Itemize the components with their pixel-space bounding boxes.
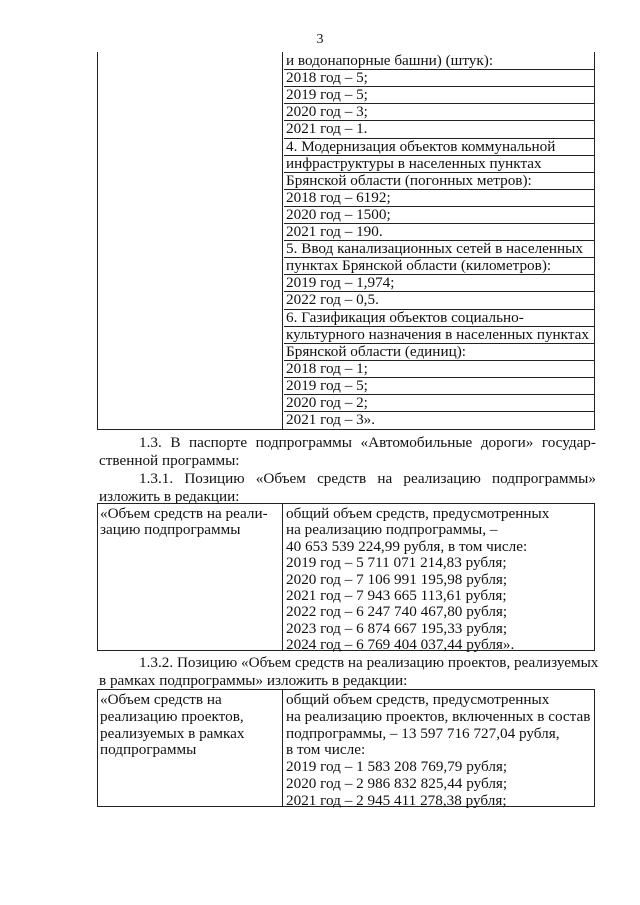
paragraph-1-3-1-line2: изложить в редакции: bbox=[99, 488, 240, 505]
subprogram-value-line: 2021 год – 7 943 665 113,61 рубля; bbox=[286, 587, 507, 604]
project-value-line: общий объем средств, предусмотренных bbox=[286, 691, 550, 708]
indicator-line: 2018 год – 6192; bbox=[286, 188, 391, 206]
column-divider bbox=[282, 504, 283, 650]
indicator-line: 2018 год – 1; bbox=[286, 359, 368, 377]
word: Позицию bbox=[184, 470, 245, 487]
word: 1.3. bbox=[139, 434, 162, 451]
project-funds-label-cell bbox=[98, 690, 282, 806]
project-funds-value-cell bbox=[284, 690, 594, 809]
project-value-line: 2020 год – 2 986 832 825,44 рубля; bbox=[286, 775, 508, 792]
row-rule bbox=[284, 257, 594, 258]
row-rule bbox=[284, 223, 594, 224]
row-rule bbox=[284, 274, 594, 275]
row-rule bbox=[284, 189, 594, 190]
project-label-line: «Объем средств на bbox=[100, 691, 222, 708]
row-rule bbox=[284, 69, 594, 70]
project-value-line: подпрограммы, – 13 597 716 727,04 рубля, bbox=[286, 724, 560, 742]
indicator-line: 6. Газификация объектов социально- bbox=[286, 308, 524, 326]
project-label-line: реализуемых в рамках bbox=[100, 724, 245, 742]
subprogram-label-line: зацию подпрограммы bbox=[100, 521, 241, 539]
word: «Объем bbox=[255, 470, 306, 487]
row-rule bbox=[284, 360, 594, 361]
row-rule bbox=[284, 309, 594, 310]
subprogram-value-line: 2020 год – 7 106 991 195,98 рубля; bbox=[286, 570, 508, 588]
subprogram-funds-label-cell bbox=[98, 504, 282, 650]
word: средств bbox=[317, 470, 367, 487]
indicator-line: 2021 год – 1. bbox=[286, 120, 368, 138]
indicator-line: 2019 год – 5; bbox=[286, 376, 368, 394]
indicator-line: 2020 год – 3; bbox=[286, 103, 368, 121]
paragraph-1-3 bbox=[99, 434, 596, 470]
indicator-line: 2018 год – 5; bbox=[286, 69, 368, 87]
project-label-line: подпрограммы bbox=[100, 741, 197, 759]
subprogram-value-line: 2023 год – 6 874 667 195,33 рубля; bbox=[286, 619, 508, 637]
indicator-line: пунктах Брянской области (километров): bbox=[286, 257, 552, 275]
row-rule bbox=[284, 240, 594, 241]
indicator-line: 2020 год – 1500; bbox=[286, 205, 391, 223]
indicator-line: 2021 год – 3». bbox=[286, 411, 376, 429]
word: на bbox=[377, 470, 393, 487]
indicator-line: культурного назначения в населенных пунктах bbox=[286, 325, 590, 343]
row-rule bbox=[284, 343, 594, 344]
page-number: 3 bbox=[316, 32, 324, 47]
project-value-line: на реализацию проектов, включенных в состав bbox=[286, 707, 591, 725]
indicator-line: и водонапорные башни) (штук): bbox=[286, 52, 494, 69]
project-value-line: 2021 год – 2 945 411 278,38 рубля; bbox=[286, 791, 507, 809]
column-divider bbox=[282, 690, 283, 806]
indicator-line: 2022 год – 0,5. bbox=[286, 291, 379, 309]
indicator-line: Брянской области (погонных метров): bbox=[286, 171, 532, 189]
word: реализацию bbox=[403, 470, 481, 487]
indicator-line: 2019 год – 1,974; bbox=[286, 274, 395, 292]
indicator-line: 2021 год – 190. bbox=[286, 223, 383, 240]
word: подпрограммы bbox=[255, 434, 352, 451]
indicator-line: 2020 год – 2; bbox=[286, 394, 368, 411]
subprogram-label-line: «Объем средств на реали- bbox=[100, 505, 268, 522]
row-rule bbox=[284, 206, 594, 207]
row-rule bbox=[284, 138, 594, 139]
row-rule bbox=[284, 155, 594, 156]
indicator-line: 2019 год – 5; bbox=[286, 86, 368, 104]
word: паспорте bbox=[189, 434, 248, 451]
indicator-line: инфраструктуры в населенных пунктах bbox=[286, 154, 542, 172]
column-divider bbox=[282, 52, 283, 429]
indicator-line: Брянской области (единиц): bbox=[286, 342, 466, 360]
subprogram-value-line: на реализацию подпрограммы, – bbox=[286, 521, 498, 539]
subprogram-funds-value-cell bbox=[284, 504, 594, 654]
word: В bbox=[170, 434, 181, 451]
word: «Автомобильные bbox=[360, 434, 473, 451]
project-funds-table bbox=[97, 689, 595, 807]
paragraph-1-3-line1 bbox=[99, 434, 596, 452]
row-rule bbox=[284, 86, 594, 87]
paragraph-1-3-1-line1 bbox=[99, 470, 596, 488]
word: 1.3.1. bbox=[139, 470, 174, 487]
project-value-line: 2019 год – 1 583 208 769,79 рубля; bbox=[286, 758, 508, 776]
word: государ- bbox=[541, 434, 596, 451]
paragraph-1-3-2-line1: 1.3.2. Позицию «Объем средств на реализацию проектов, реализуемых bbox=[139, 654, 599, 671]
indicators-table bbox=[97, 52, 595, 430]
project-label-line: реализацию проектов, bbox=[100, 707, 244, 725]
paragraph-1-3-line2: ственной программы: bbox=[99, 452, 240, 469]
paragraph-1-3-2-line2: в рамках подпрограммы» изложить в редакции: bbox=[99, 672, 408, 689]
subprogram-value-line: 2024 год – 6 769 404 037,44 рубля». bbox=[286, 636, 515, 654]
word: подпрограммы» bbox=[492, 470, 596, 487]
paragraph-1-3-2 bbox=[99, 654, 599, 690]
row-rule bbox=[284, 291, 594, 292]
indicator-line: 5. Ввод канализационных сетей в населенных bbox=[286, 240, 583, 258]
paragraph-1-3-1 bbox=[99, 470, 596, 506]
row-rule bbox=[284, 120, 594, 121]
subprogram-value-line: 2022 год – 6 247 740 467,80 рубля; bbox=[286, 603, 508, 621]
subprogram-funds-table bbox=[97, 503, 595, 654]
indicators-cell bbox=[284, 52, 594, 429]
word: дороги» bbox=[480, 434, 534, 451]
row-rule bbox=[284, 394, 594, 395]
row-rule bbox=[284, 326, 594, 327]
subprogram-value-line: общий объем средств, предусмотренных bbox=[286, 505, 550, 522]
row-rule bbox=[284, 411, 594, 412]
subprogram-value-line: 40 653 539 224,99 рубля, в том числе: bbox=[286, 537, 528, 555]
row-rule bbox=[284, 377, 594, 378]
project-value-line: в том числе: bbox=[286, 741, 366, 759]
subprogram-value-line: 2019 год – 5 711 071 214,83 рубля; bbox=[286, 554, 507, 572]
row-rule bbox=[284, 103, 594, 104]
indicator-line: 4. Модернизация объектов коммунальной bbox=[286, 137, 556, 155]
row-rule bbox=[284, 172, 594, 173]
